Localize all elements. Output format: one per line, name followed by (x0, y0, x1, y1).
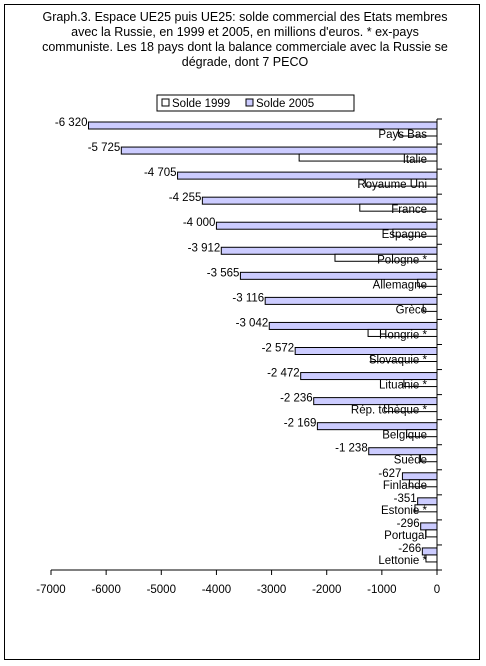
x-tick-label: -7000 (36, 584, 66, 596)
bar-2005 (269, 322, 437, 329)
data-label: -2 472 (267, 367, 300, 380)
category-label: Suède (393, 454, 427, 467)
category-label: Portugal (384, 529, 427, 542)
data-label: -627 (378, 467, 402, 480)
bar-2005 (88, 122, 437, 129)
data-label: -296 (396, 517, 420, 530)
x-tick-label: -4000 (201, 584, 232, 596)
data-label: -2 572 (261, 342, 295, 355)
data-label: -3 565 (206, 267, 240, 280)
data-label: -5 725 (87, 142, 121, 155)
category-label: Estonie * (380, 504, 427, 517)
bar-2005 (295, 348, 437, 355)
data-label: -266 (398, 542, 422, 555)
category-label: Grèce (395, 304, 427, 317)
bar-2005 (422, 548, 437, 555)
category-label: Slovaquie * (368, 354, 427, 367)
x-tick-label: -3000 (256, 584, 287, 596)
bar-2005 (418, 498, 437, 505)
data-label: -6 320 (54, 117, 88, 129)
x-tick-label: -6000 (91, 584, 121, 596)
legend-label-2005: Solde 2005 (256, 98, 315, 110)
bar-2005 (369, 448, 437, 455)
x-tick-label: -1000 (367, 584, 397, 596)
bar-2005 (202, 197, 437, 204)
bar-2005 (216, 222, 437, 229)
category-label: Hongrie * (379, 329, 427, 342)
chart-title: Graph.3. Espace UE25 puis UE25: solde commercial des Etats membres avec la Russie, en 1999 et 2005, en millions d'euros. * ex-pays communiste. Les 18 pays dont la balance commerciale avec la Russie se dégrade, dont 7 PECO (42, 10, 448, 69)
bar-2005 (240, 272, 437, 279)
legend-label-1999: Solde 1999 (172, 98, 231, 110)
data-label: -4 255 (168, 192, 202, 205)
category-label: Lettonie * (378, 554, 427, 567)
category-label: Rép. tchèque * (350, 404, 427, 417)
data-label: -1 238 (335, 442, 368, 455)
category-label: Allemagne (372, 279, 427, 292)
category-label: Royaume Uni (357, 179, 427, 192)
data-label: -351 (393, 492, 417, 505)
category-label: Finlande (382, 479, 427, 492)
data-label: -4 705 (143, 167, 177, 180)
category-label: Lituanie * (379, 379, 427, 392)
x-tick-label: -5000 (146, 584, 176, 596)
data-label: -3 912 (187, 242, 221, 255)
data-label: -2 169 (283, 417, 317, 430)
category-label: Belgique (382, 429, 427, 442)
category-label: Espagne (381, 229, 427, 242)
category-label: Pologne * (377, 254, 427, 267)
bar-2005 (178, 172, 437, 179)
legend-swatch-1999 (162, 99, 169, 106)
category-label: Italie (402, 154, 427, 167)
bar-2005 (402, 473, 437, 480)
bar-1999 (426, 530, 437, 537)
data-label: -2 236 (280, 392, 313, 405)
bar-1999 (426, 555, 437, 562)
data-label: -3 116 (232, 292, 265, 305)
category-label: Pays Bas (378, 129, 427, 141)
bar-2005 (301, 373, 437, 380)
category-label: France (391, 204, 427, 217)
data-label: -4 000 (182, 217, 216, 230)
bar-2005 (317, 423, 437, 430)
bar-2005 (265, 297, 437, 304)
bar-2005 (314, 398, 437, 405)
bar-2005 (221, 247, 437, 254)
x-tick-label: -2000 (312, 584, 342, 596)
bar-2005 (421, 523, 437, 530)
data-label: -3 042 (235, 317, 269, 330)
legend-swatch-2005 (246, 99, 253, 106)
bar-2005 (121, 147, 437, 154)
x-tick-label: 0 (433, 584, 441, 596)
